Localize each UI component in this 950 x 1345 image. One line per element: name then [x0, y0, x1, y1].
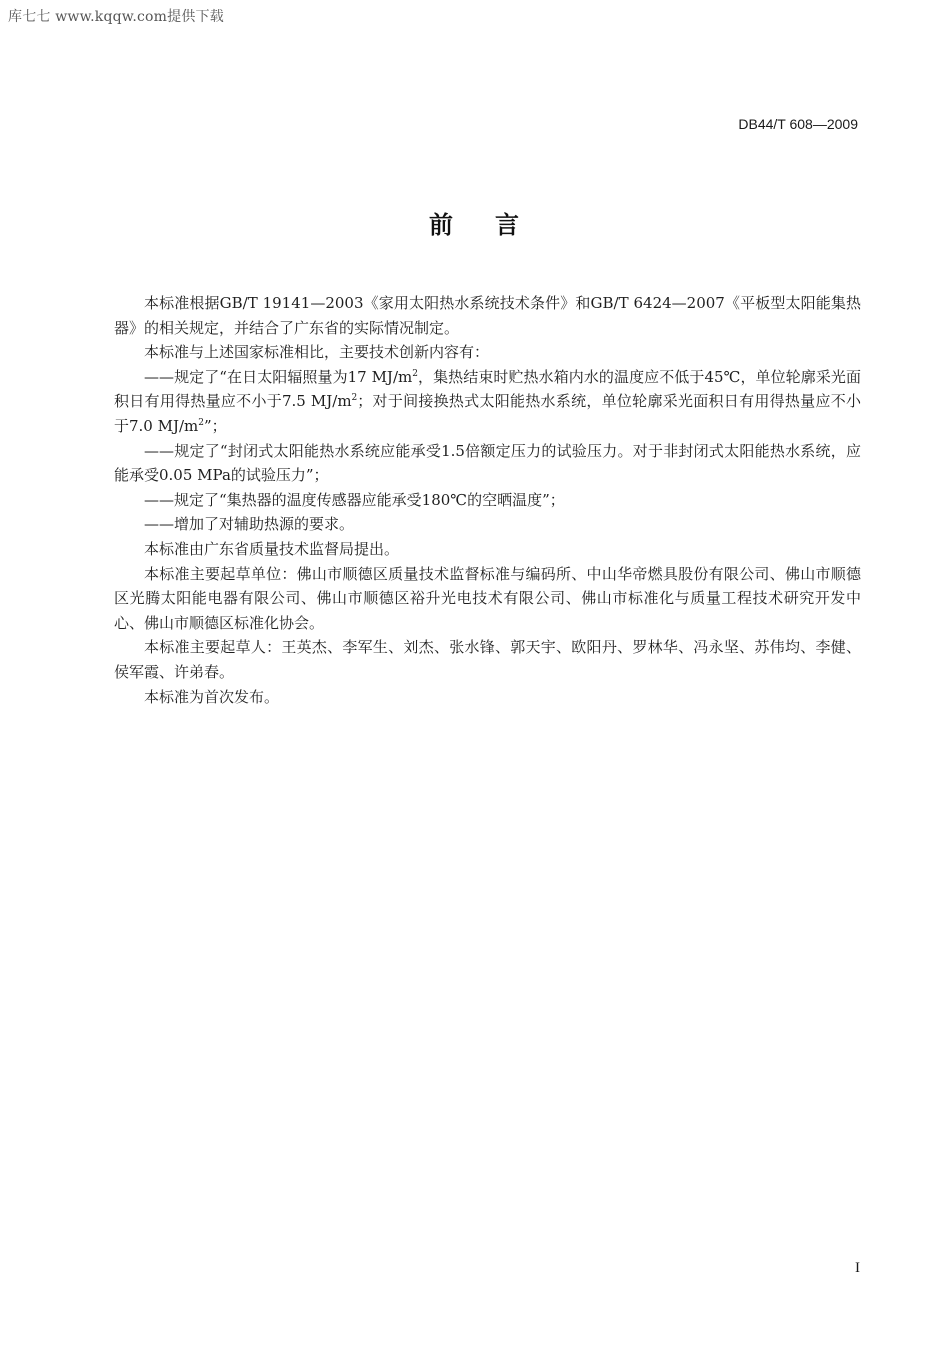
irradiation-text-c: ；对于间接换热式太阳能热水系统，单位轮廓采光面积日有用得热量应不小于7.0 MJ/m [114, 392, 861, 435]
page-title [0, 205, 950, 240]
irradiation-text-a: ——规定了“在日太阳辐照量为17 MJ/m [144, 367, 413, 386]
superscript-1: 2 [412, 368, 418, 379]
paragraph-temperature-requirement: ——规定了“集热器的温度传感器应能承受180℃的空晒温度”； [144, 490, 565, 509]
paragraph-auxiliary-heat: ——增加了对辅助热源的要求。 [144, 515, 355, 534]
watermark-text: 库七七 www.kqqw.com提供下载 [8, 9, 224, 25]
irradiation-text-b: ，集热结束时贮热水箱内水的温度应不低于45℃，单位轮廓采光面积日有用得热量应不小于7.5 MJ/m [114, 367, 861, 411]
paragraph-drafters: 本标准主要起草人：王英杰、李军生、刘杰、张水锋、郭天宇、欧阳丹、罗林华、冯永坚、苏伟均、李健、侯军霞、许弟春。 [114, 638, 861, 681]
paragraph-drafting-units: 本标准主要起草单位：佛山市顺德区质量技术监督标准与编码所、中山华帝燃具股份有限公司、佛山市顺德区光腾太阳能电器有限公司、佛山市顺德区裕升光电技术有限公司、佛山市标准化与质量工程技术研究开发中心、佛山市顺德区标准化协会。 [114, 564, 861, 632]
superscript-2: 2 [351, 393, 358, 404]
page-number: I [855, 1260, 860, 1276]
document-body [114, 291, 861, 709]
paragraph-pressure-requirement: ——规定了“封闭式太阳能热水系统应能承受1.5倍额定压力的试验压力。对于非封闭式太阳能热水系统，应能承受0.05 MPa的试验压力”； [114, 441, 861, 485]
irradiation-text-d: ”； [204, 416, 227, 435]
paragraph-proposer: 本标准由广东省质量技术监督局提出。 [144, 539, 400, 558]
paragraph-irradiation-requirement [114, 365, 861, 439]
paragraph-first-release: 本标准为首次发布。 [144, 687, 280, 706]
title-char-1: 前 [429, 211, 455, 239]
standard-code: DB44/T 608—2009 [738, 116, 858, 132]
superscript-3: 2 [198, 417, 205, 428]
paragraph-innovations-intro: 本标准与上述国家标准相比，主要技术创新内容有： [144, 343, 490, 362]
paragraph-basis: 本标准根据GB/T 19141—2003《家用太阳热水系统技术条件》和GB/T 6424—2007《平板型太阳能集热器》的相关规定，并结合了广东省的实际情况制定。 [114, 294, 861, 337]
title-char-2: 言 [495, 211, 521, 239]
